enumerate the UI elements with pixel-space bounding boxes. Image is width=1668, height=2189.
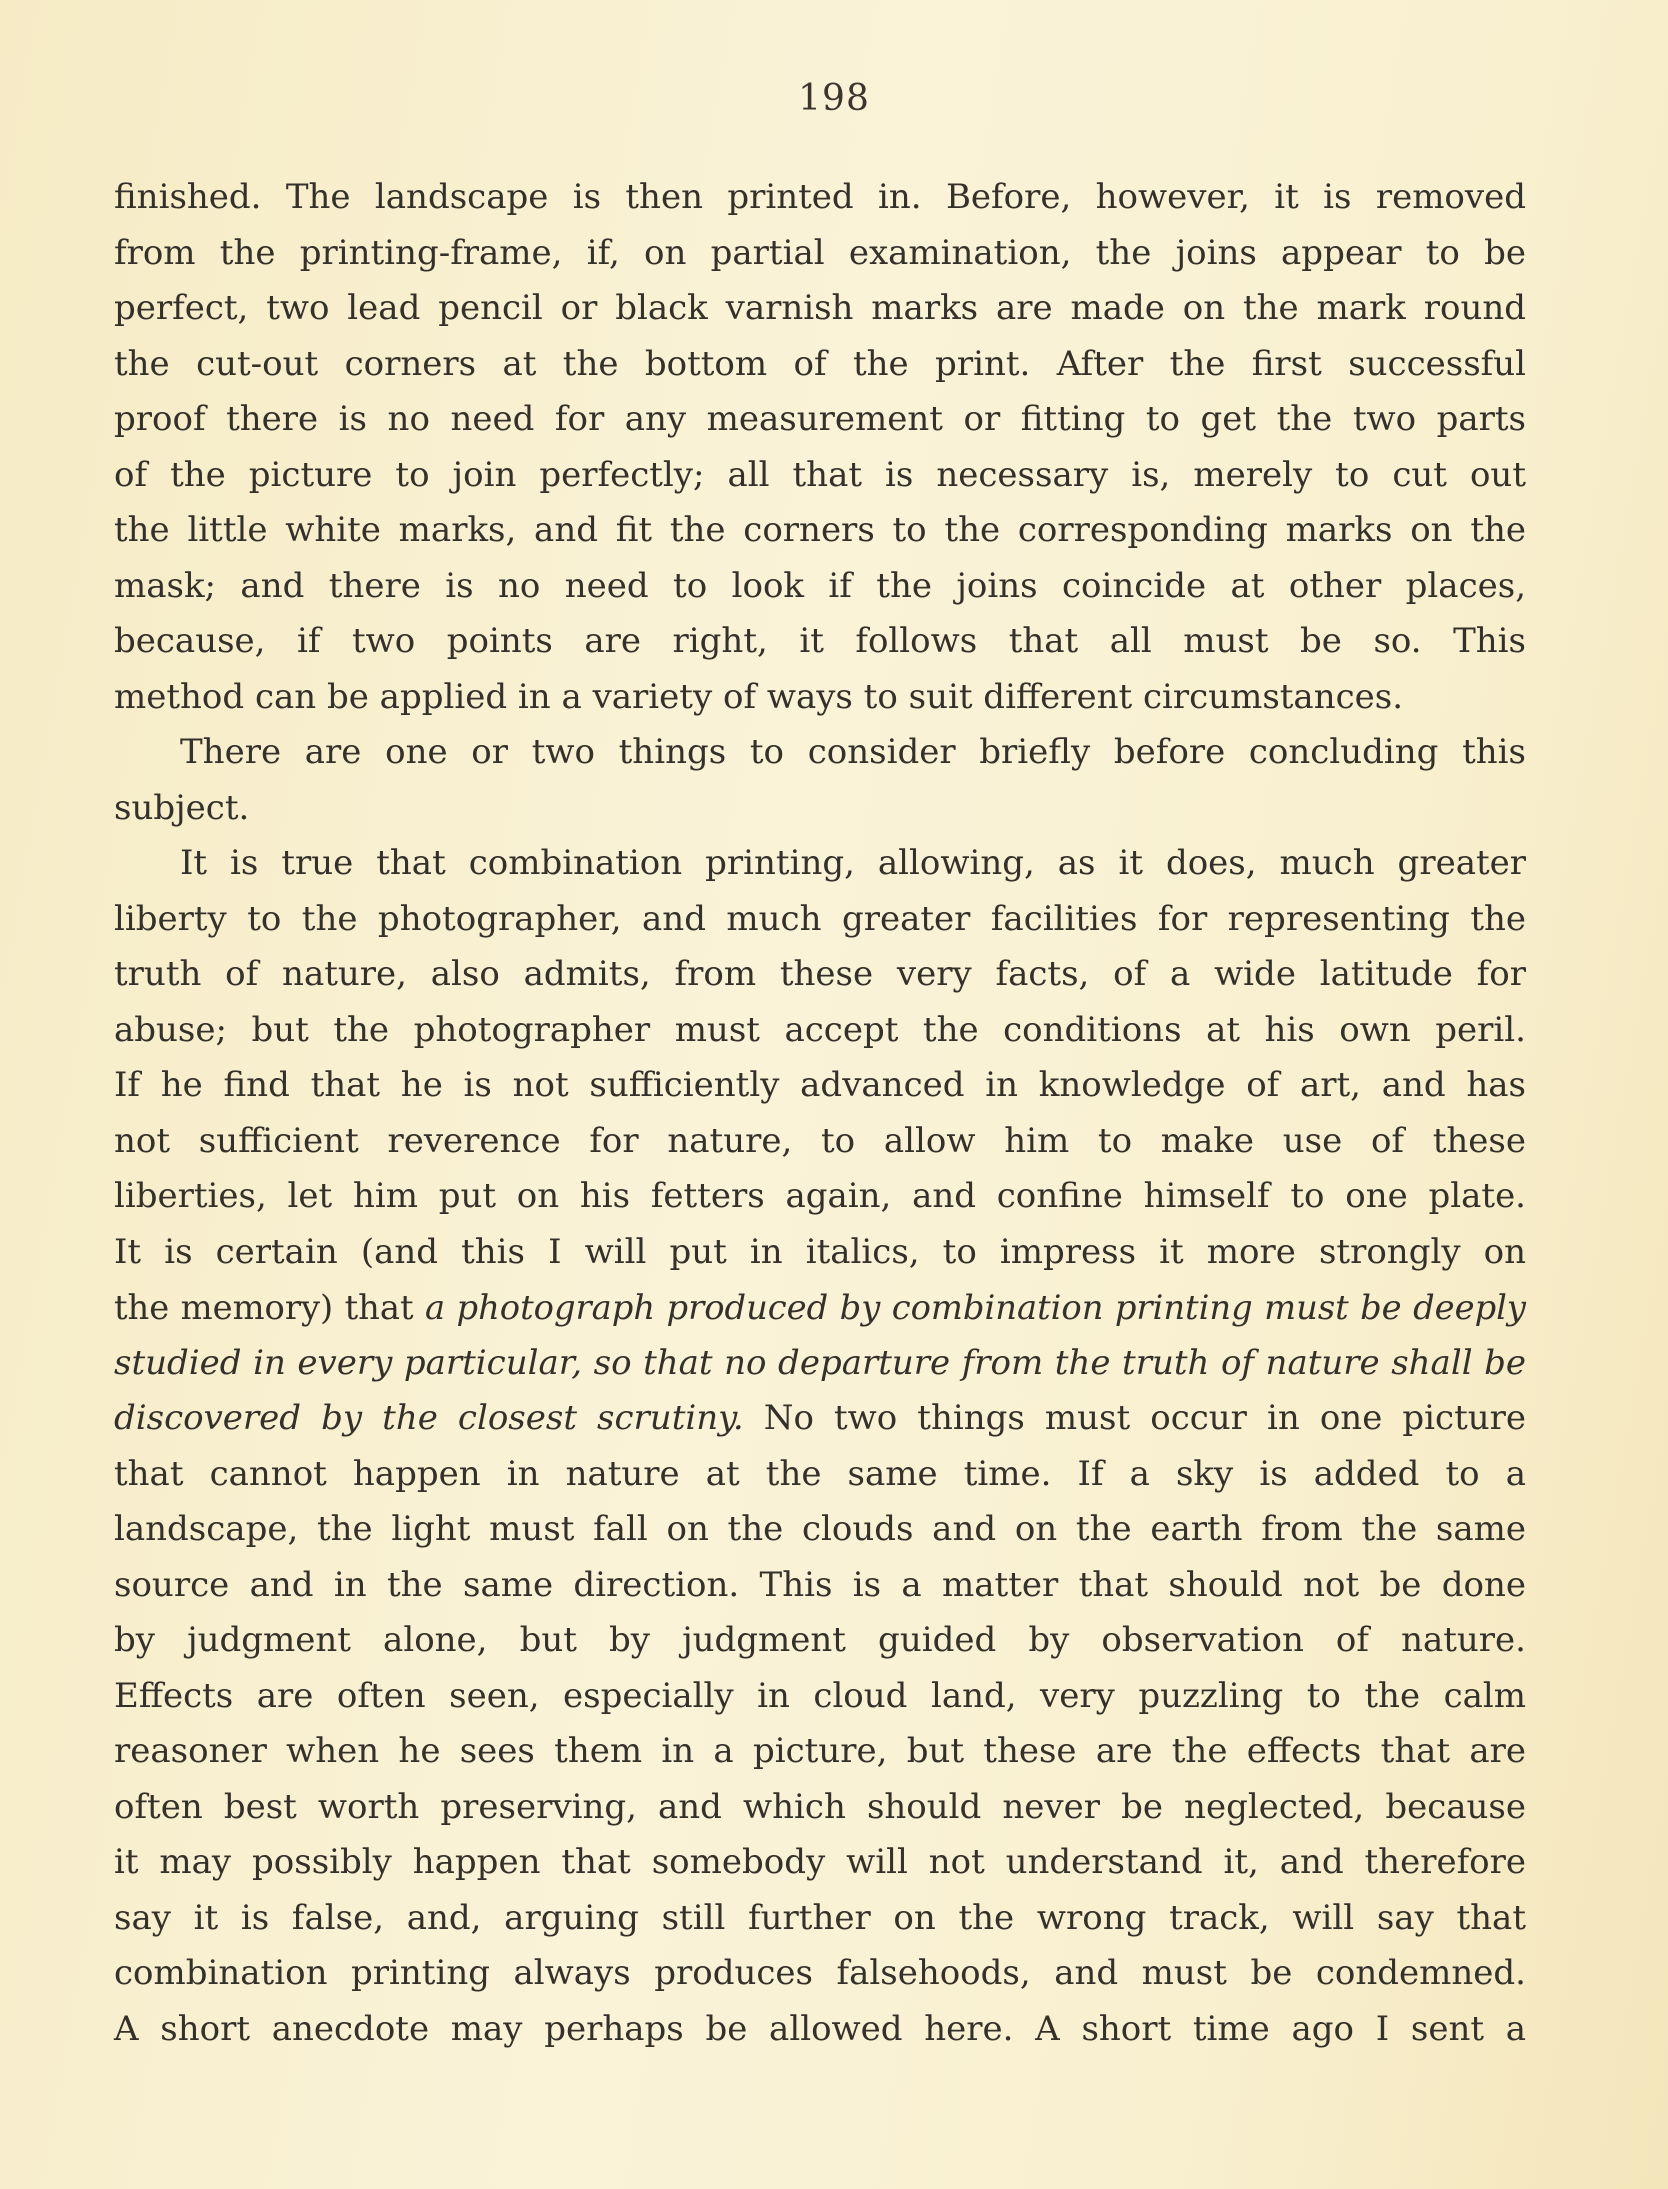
text-line: finished. The landscape is then printed in. Before, however, it is removed: [114, 177, 1526, 217]
text-line: perfect, two lead pencil or black varnish marks are made on the mark round: [114, 288, 1526, 328]
text-line: [114, 1280, 1526, 1336]
text-line: the cut-out corners at the bottom of the print. After the first successful: [114, 343, 1526, 384]
text-line: liberty to the photographer, and much greater facilities for representing the: [114, 898, 1526, 939]
text-line: It is certain (and this I will put in italics, to impress it more strongly on: [114, 1231, 1526, 1272]
text-line: by judgment alone, but by judgment guided by observation of nature.: [114, 1620, 1526, 1660]
text-line: landscape, the light must fall on the clouds and on the earth from the same: [114, 1509, 1526, 1549]
text-line: reasoner when he sees them in a picture, but these are the effects that are: [114, 1731, 1526, 1771]
text-line: subject.: [114, 787, 250, 828]
text-line: say it is false, and, arguing still further on the wrong track, will say that: [114, 1897, 1526, 1938]
italic-text-run: discovered by the closest scrutiny.: [114, 1398, 744, 1438]
text-line: it may possibly happen that somebody will not understand it, and therefore: [114, 1842, 1526, 1882]
text-line: It is true that combination printing, allowing, as it does, much greater: [180, 843, 1526, 883]
text-line: Effects are often seen, especially in cloud land, very puzzling to the calm: [114, 1675, 1526, 1716]
text-line: mask; and there is no need to look if the joins coincide at other places,: [114, 565, 1526, 606]
text-line: There are one or two things to consider briefly before concluding this: [180, 732, 1526, 772]
text-line: source and in the same direction. This is a matter that should not be done: [114, 1564, 1526, 1605]
italic-text-line: studied in every particular, so that no departure from the truth of nature shall be: [114, 1342, 1526, 1383]
text-run: the memory) that: [114, 1288, 425, 1327]
text-line: often best worth preserving, and which should never be neglected, because: [114, 1786, 1526, 1827]
body-text: [114, 170, 1526, 2057]
text-line: method can be applied in a variety of ways to suit different circumstances.: [114, 676, 1404, 717]
text-line: of the picture to join perfectly; all that is necessary is, merely to cut out: [114, 454, 1526, 495]
text-run: No two things must occur in one picture: [743, 1398, 1527, 1438]
text-line: truth of nature, also admits, from these very facts, of a wide latitude for: [114, 954, 1526, 994]
text-line: If he find that he is not sufficiently advanced in knowledge of art, and has: [114, 1065, 1526, 1105]
text-line: from the printing-frame, if, on partial examination, the joins appear to be: [114, 232, 1526, 273]
text-line: [114, 1391, 1526, 1447]
page-number: 198: [798, 78, 870, 119]
italic-text-run: a photograph produced by combination printing must be deeply: [424, 1288, 1526, 1327]
text-line: the little white marks, and fit the corners to the corresponding marks on the: [114, 510, 1526, 550]
text-line: because, if two points are right, it follows that all must be so. This: [114, 621, 1526, 661]
text-line: liberties, let him put on his fetters again, and confine himself to one plate.: [114, 1176, 1526, 1216]
text-line: that cannot happen in nature at the same time. If a sky is added to a: [114, 1453, 1526, 1494]
text-line: combination printing always produces falsehoods, and must be condemned.: [114, 1953, 1526, 1993]
text-line: proof there is no need for any measurement or fitting to get the two parts: [114, 399, 1526, 439]
text-line: abuse; but the photographer must accept the conditions at his own peril.: [114, 1009, 1526, 1050]
text-line: A short anecdote may perhaps be allowed here. A short time ago I sent a: [114, 2008, 1526, 2049]
text-line: not sufficient reverence for nature, to allow him to make use of these: [114, 1120, 1526, 1161]
